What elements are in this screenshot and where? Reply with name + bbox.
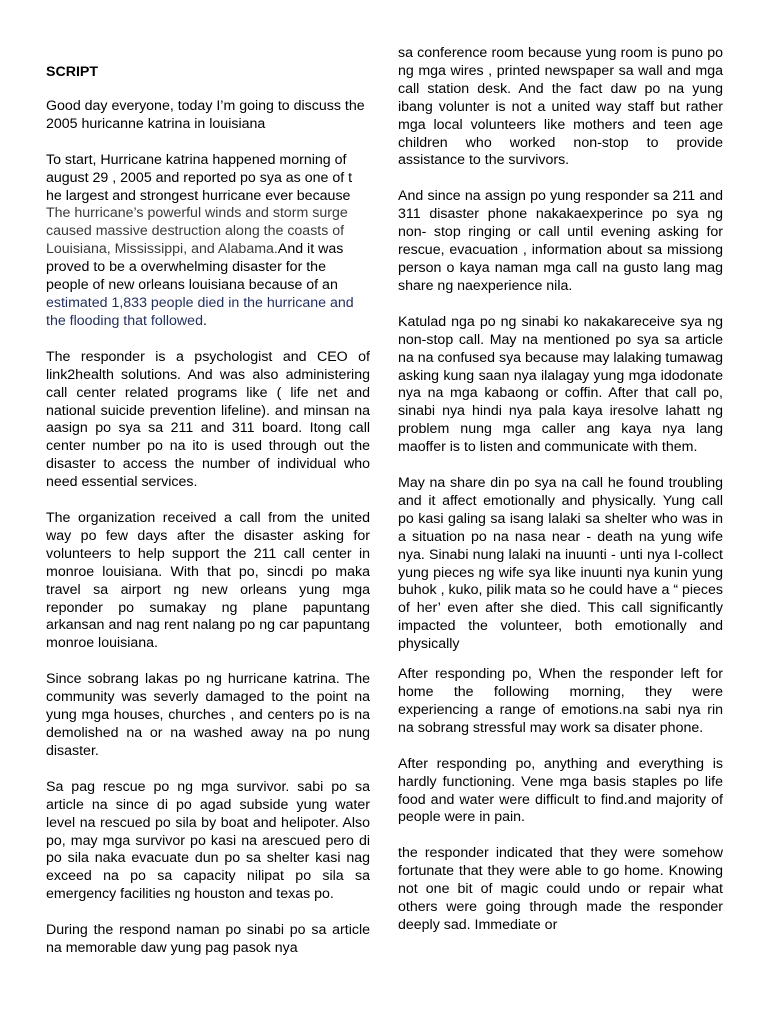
troubling-call-paragraph: May na share din po sya na call he found troubling and it affect emotionally and physically. Yung call po kasi galing sa isang lalaki sa shelter who was in a situation po na nasa near - death na yung wife nya. Sinabi nung lalaki na inuunti - unti nya I-collect yung pieces ng wife sya like inuunti nya kunin yung buhok , kuko, pilik mata so he could have a “ pieces of her’ even after she died. This call significantly impacted the volunteer, both emotionally and physically <box>398 475 723 653</box>
overview-text-end: . <box>202 312 207 329</box>
fortunate-paragraph: the responder indicated that they were somehow fortunate that they were able to go home. Knowing not one bit of magic could undo or repair what others were going through made the responder deeply sad. Immediate or <box>398 845 723 933</box>
community-damage-paragraph: Since sobrang lakas po ng hurricane katrina. The community was severly damaged to the point na yung mga houses, churches , and centers po is na demolished na or na washed away na po nung disaster. <box>46 671 370 759</box>
disaster-phone-paragraph: And since na assign po yung responder sa 211 and 311 disaster phone nakakaexperince po sya ng non- stop ringing or call until evening asking for rescue, evacuation , information about sa missiong person o kaya naman mga call na gusto lang mag share ng naexperience nila. <box>398 188 723 294</box>
after-responding-paragraph: After responding po, When the responder left for home the following morning, they were experiencing a range of emotions.na sabi nya rin na sobrang stressful may work sa disater phone. <box>398 666 723 736</box>
respond-paragraph: During the respond naman po sinabi po sa article na memorable daw yung pag pasok nya <box>46 922 370 957</box>
overview-text-start: To start, Hurricane katrina happened morning of august 29 , 2005 and reported po sya as one of t he largest and strongest hurricane ever because <box>46 151 353 204</box>
non-stop-call-paragraph: Katulad nga po ng sinabi ko nakakareceive sya ng non-stop call. May na mentioned po sya sa article na na confused sya because may lalaking tumawag asking kung saan nya ilalagay yung mga idodonate nya na mga kabaong or coffin. After that call po, sinabi nya hindi nya pala kaya iresolve lahatt ng problem nung mga caller ang kaya nya lang maoffer is to listen and communicate with them. <box>398 313 723 456</box>
responder-paragraph: The responder is a psychologist and CEO of link2health solutions. And was also administering call center related programs like ( life net and national suicide prevention lifeline). and minsan na aasign po sya sa 211 and 311 board. Itong call center number po na ito is used through out the disaster to access the number of individual who need essential services. <box>46 348 370 491</box>
conference-room-paragraph: sa conference room because yung room is puno po ng mga wires , printed newspaper sa wall and mga call station desk. And the fact daw po na yung ibang volunter is not a united way staff but rather mga local volunteers like mothers and teen age children who worked non-stop to provide assistance to the survivors. <box>398 45 723 169</box>
organization-paragraph: The organization received a call from the united way po few days after the disaster asking for volunteers to help support the 211 call center in monroe louisiana. With that po, sincdi po maka travel sa airport ng new orleans yung mga reponder po sumakay ng plane papuntang arkansan and nag rent nalang po ng car papuntang monroe louisiana. <box>46 510 370 652</box>
hardly-functioning-paragraph: After responding po, anything and everything is hardly functioning. Vene mga basis staples po life food and water were difficult to find.and majority of people were in pain. <box>398 755 723 826</box>
overview-death-toll-text: estimated 1,833 people died in the hurricane and the flooding that followed <box>46 294 354 329</box>
overview-text-middle: And it was proved to be a overwhelming disaster for the people of new orleans louisiana because of an <box>46 241 344 294</box>
script-title: SCRIPT <box>46 64 99 80</box>
right-column <box>398 45 723 953</box>
rescue-paragraph: Sa pag rescue po ng mga survivor. sabi po sa article na since di po agad subside yung water level na rescued po sila by boat and helipoter. Also po, may mga survivor po kasi na arescued pero di po sila naka evacuate dun po sa shelter kasi nag exceed na po sa capacity nilipat po sila sa emergency facilities ng houston and texas po. <box>46 778 370 903</box>
overview-quoted-text: The hurricane’s powerful winds and storm surge caused massive destruction along the coasts of Louisiana, Mississippi, and Alabama. <box>46 205 348 258</box>
intro-paragraph: Good day everyone, today I’m going to discuss the 2005 huricanne katrina in louisiana <box>46 97 365 132</box>
left-column <box>46 45 370 976</box>
katrina-overview-paragraph <box>46 152 370 331</box>
